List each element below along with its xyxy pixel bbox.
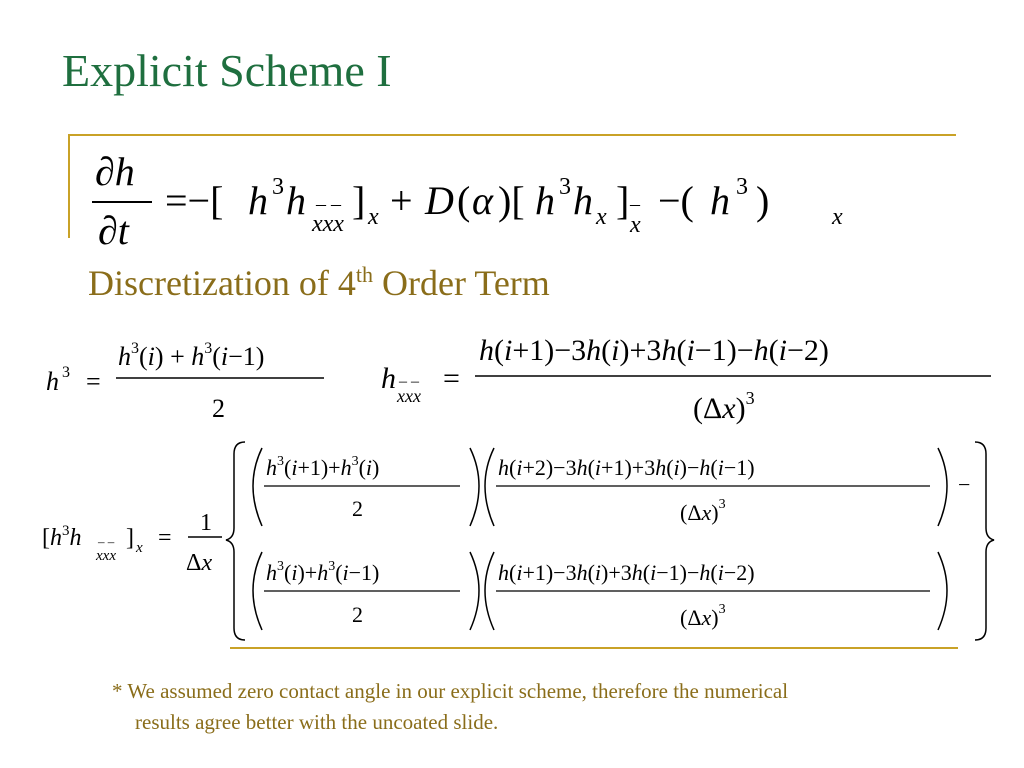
svg-text:h: h (46, 367, 59, 396)
svg-text:x: x (596, 204, 607, 230)
svg-text:=: = (443, 362, 460, 395)
svg-text:(Δx)3: $(\Delta x)^3$ (693, 388, 755, 425)
svg-text:=: = (158, 525, 172, 551)
svg-text:– –: – – (98, 534, 115, 549)
svg-text:(Δx)3: $(\Delta x)^3$ (680, 497, 726, 525)
svg-text:3: 3 (272, 174, 284, 200)
svg-text:]: ] (616, 178, 630, 223)
subtitle-text: Discretization of 4 (88, 263, 356, 303)
svg-text:h: h (248, 178, 268, 223)
svg-text:)[: )[ (498, 178, 525, 223)
svg-text:∂h: ∂h (95, 149, 135, 194)
svg-text:1: 1 (200, 510, 212, 536)
h3-average-equation (40, 335, 340, 430)
svg-text:h3(i+1)+h3(i): $h^3(i+1)+h^3(i)$ (266, 454, 380, 480)
svg-text:2: 2 (212, 394, 225, 423)
fourth-order-term-equation (40, 440, 1000, 645)
bottom-rule (230, 647, 958, 649)
svg-text:h: h (573, 178, 593, 223)
svg-text:x: x (630, 212, 641, 238)
svg-text:]: ] (352, 178, 366, 223)
svg-text:h: h (710, 178, 730, 223)
svg-text:D: D (425, 178, 454, 223)
svg-text:h3(i) + h3(i−1): $h^3(i) + h^3(i-1)$ (118, 340, 265, 371)
svg-text:2: 2 (352, 602, 363, 627)
svg-text:h(i+2)−3h(i+1)+3h(i)−h(i−1): h(i+2)−3h(i+1)+3h(i)−h(i−1) (498, 455, 755, 480)
svg-text:xxx: xxx (96, 548, 116, 564)
section-subtitle (88, 262, 550, 304)
svg-text:2: 2 (352, 496, 363, 521)
footnote-line-1: * We assumed zero contact angle in our explicit scheme, therefore the numerical (112, 679, 789, 703)
svg-text:[h3h: [$h^3h$ (42, 523, 82, 551)
svg-text:(: ( (457, 178, 471, 223)
left-rule (68, 134, 70, 238)
footnote-line-2: results agree better with the uncoated slide. (135, 710, 499, 734)
subtitle-superscript: th (355, 262, 374, 287)
svg-text:α: α (472, 178, 493, 223)
svg-text:Δx: Δx (186, 550, 213, 576)
svg-text:): ) (756, 178, 770, 223)
svg-text:h(i+1)−3h(i)+3h(i−1)−h(i−2): h(i+1)−3h(i)+3h(i−1)−h(i−2) (498, 560, 755, 585)
svg-text:]: ] (126, 525, 134, 551)
svg-text:h: h (535, 178, 555, 223)
svg-text:x: x (368, 204, 379, 230)
top-rule (68, 134, 956, 136)
svg-text:3: 3 (559, 174, 571, 200)
svg-text:=−[: =−[ (165, 178, 224, 223)
svg-text:–: – (630, 193, 640, 215)
svg-text:x: x (832, 204, 843, 230)
svg-text:– –: – – (399, 373, 419, 390)
subtitle-text-end: Order Term (373, 263, 550, 303)
svg-text:∂t: ∂t (98, 208, 129, 253)
svg-text:xxx: xxx (312, 211, 344, 237)
svg-text:h: h (286, 178, 306, 223)
svg-text:x: x (136, 540, 143, 556)
svg-text:3: 3 (736, 174, 748, 200)
governing-equation (80, 140, 960, 255)
svg-text:(Δx)3: $(\Delta x)^3$ (680, 602, 726, 630)
footnote (112, 676, 1012, 738)
svg-text:−(: −( (658, 178, 694, 223)
svg-text:h: h (381, 362, 396, 395)
svg-text:h(i+1)−3h(i)+3h(i−1)−h(i−2): h(i+1)−3h(i)+3h(i−1)−h(i−2) (479, 334, 829, 367)
svg-text:=: = (86, 367, 101, 396)
svg-text:+: + (390, 178, 413, 223)
third-derivative-equation (375, 330, 1000, 430)
svg-text:3: 3 (62, 364, 70, 381)
svg-text:xxx: xxx (397, 386, 421, 406)
svg-text:– –: – – (316, 193, 341, 215)
slide-title: Explicit Scheme I (62, 45, 392, 96)
svg-text:−: − (958, 472, 971, 497)
svg-text:h3(i)+h3(i−1): $h^3(i)+h^3(i-1)$ (266, 559, 380, 585)
